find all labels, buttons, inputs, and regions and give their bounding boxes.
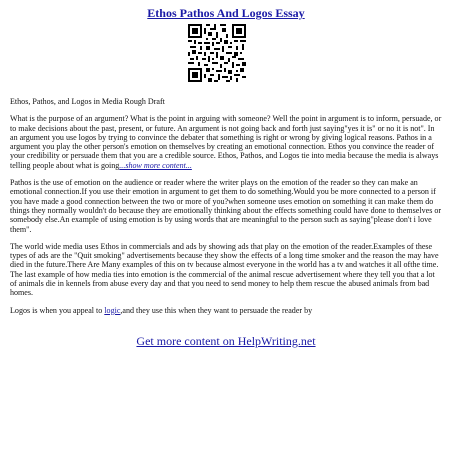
paragraph-logos-start: Logos is when you appeal to <box>10 305 105 315</box>
paragraph-logos <box>10 306 442 315</box>
paragraph-purpose <box>10 114 442 170</box>
essay-heading: Ethos, Pathos, and Logos in Media Rough Draft <box>10 97 165 106</box>
logic-link[interactable]: logic <box>104 305 121 315</box>
get-more-content-link[interactable]: Get more content on HelpWriting.net <box>136 334 316 348</box>
document-title[interactable]: Ethos Pathos And Logos Essay <box>147 6 305 20</box>
paragraph-pathos: Pathos is the use of emotion on the audience or reader where the writer plays on the emotion of the reader so they can make an emotional connection.If you use their emotion in argument to get them to do something.Would you be more connected to a person if you have made a good connection between the two or more of you?when someone uses emotion on something it can make them do things they normally wouldn't do because they are emotionally thinking about the effects something could have done to themselves or somebody else.An example of using emotion is by using words that are meaningful to the person such as saying"please don't i love them". <box>10 178 444 234</box>
qr-code-icon <box>188 24 246 82</box>
essay-body <box>10 97 442 323</box>
paragraph-logos-end: ,and they use this when they want to persuade the reader by <box>120 305 313 315</box>
paragraph-media: The world wide media uses Ethos in commercials and ads by showing ads that play on the emotion of the reader.Examples of these types of ads are the "Quit smoking" advertisements because they show the effects of a long time smoker and the reason the may have died in the future.There Are Many examples of this on tv because almost everyone in the world has a tv and watches it all ofthe time. The last example of how media ties into emotion is the commercial of the animal rescue advertisement where they tell you that a lot of animals die in kennels from abuse every day and that you need to send money to help them rescue the abused animals from bad homes. <box>10 241 441 298</box>
paragraph-purpose-text: What is the purpose of an argument? What is the point in arguing with someone? Well the point in argument is to inform, persuade, or to make decisions about the past, present, or future. An argument is not going back and forth just saying"yes it is" or no it is not". In an argument you use logos by trying to convince the debater that something is right or wrong by giving logical reasons. Pathos in a argument you play the other person's emotion on themselves by creating an emotional connection. Ethos you convince the reader of your credibility or persuade them that you are a credible source. Ethos, Pathos, and Logos tie into media because the media is always telling people about what is going <box>10 114 444 170</box>
show-more-link[interactable]: ...show more content... <box>119 160 192 170</box>
